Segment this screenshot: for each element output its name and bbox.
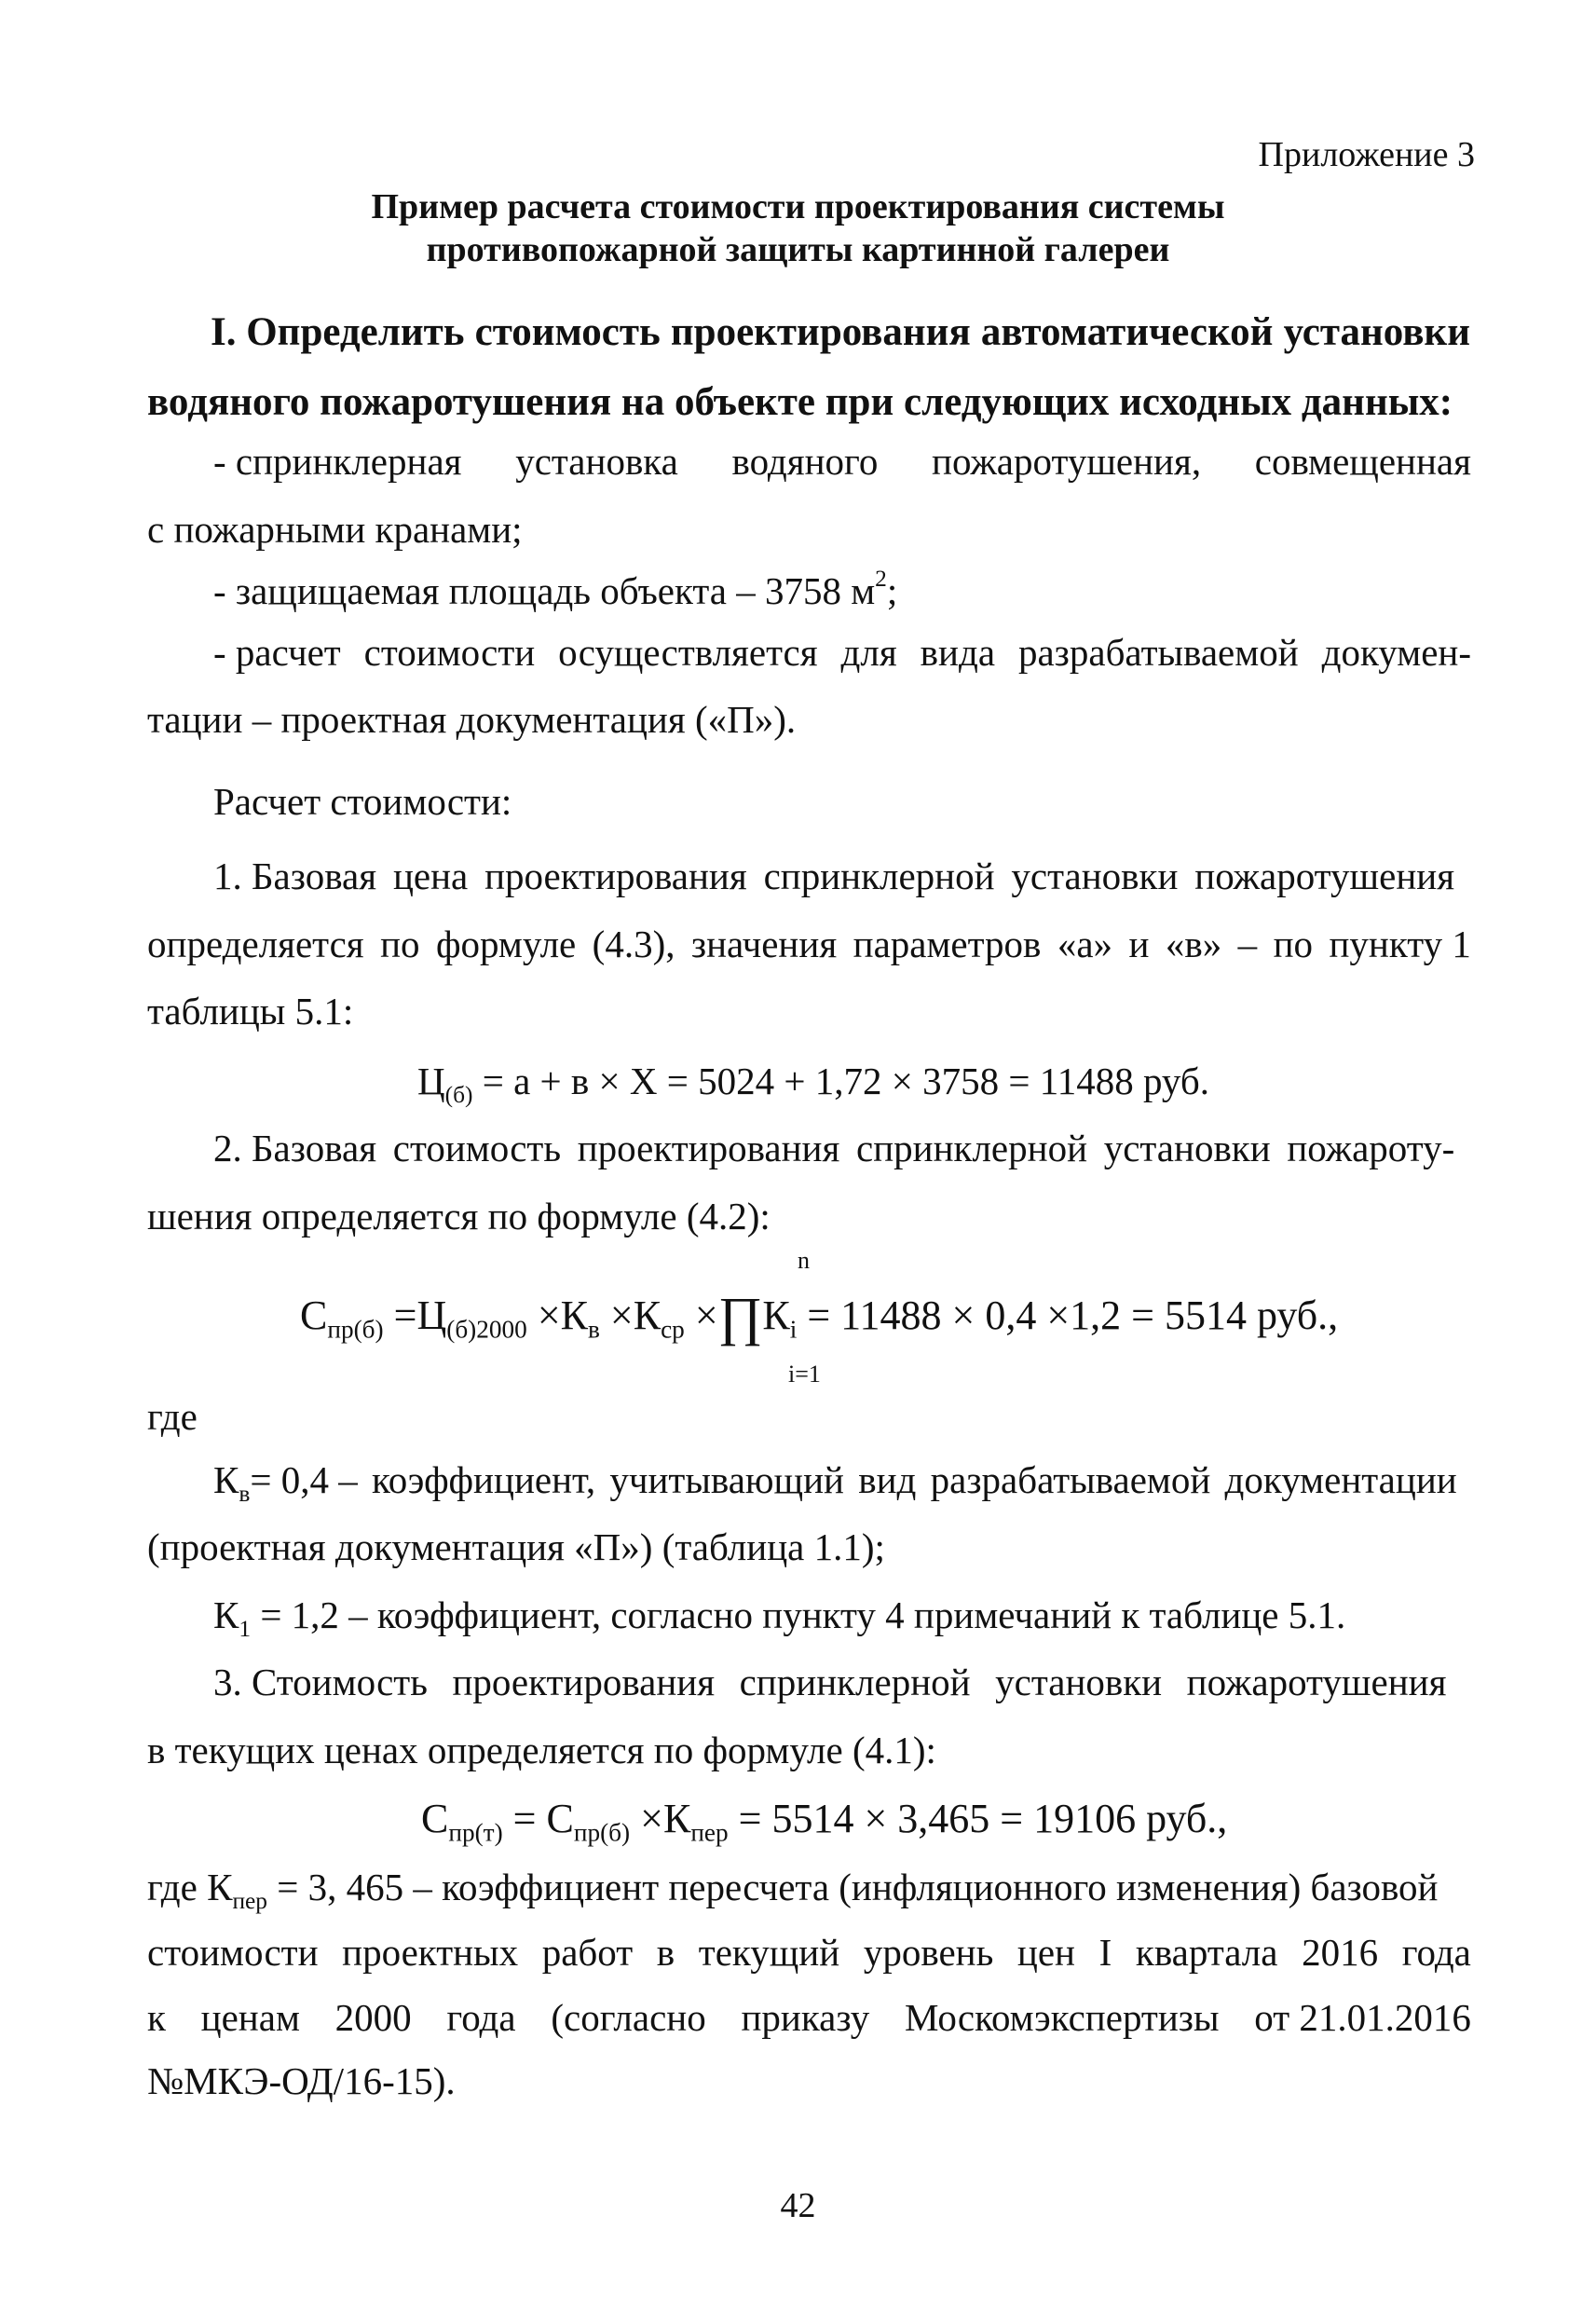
step-2-line2: шения определяется по формуле (4.2): xyxy=(147,1195,771,1238)
step-word: 3. Стоимость xyxy=(213,1661,428,1703)
step-word: 1. Базовая xyxy=(213,855,377,897)
formula-base-cost xyxy=(300,1284,1339,1347)
bullet-2 xyxy=(213,565,898,612)
formula-symbol: = xyxy=(393,1292,417,1338)
definition-word: года xyxy=(446,1996,516,2039)
formula-expression: = 11488 × 0,4 ×1,2 = 5514 руб., xyxy=(807,1292,1339,1338)
step-word: определяется xyxy=(147,923,364,965)
formula-symbol: К xyxy=(633,1292,662,1338)
step-word: стоимость xyxy=(392,1127,562,1169)
formula-symbol: Ц xyxy=(417,1060,445,1102)
step-word: спринклерной xyxy=(763,855,995,897)
definition-word: 2000 xyxy=(334,1996,412,2039)
bullet-word: совмещенная xyxy=(1254,440,1471,483)
step-word: пункту 1 xyxy=(1329,923,1471,965)
bullet-word: - расчет xyxy=(213,631,341,674)
step-word: пожаротушения xyxy=(1194,855,1455,897)
kv-definition-line1 xyxy=(213,1458,1471,1507)
bullet-2-text: - защищаемая площадь объекта – 3758 м xyxy=(213,569,876,612)
step-word: проектирования xyxy=(577,1127,840,1169)
definition-word: приказу xyxy=(741,1996,870,2039)
step-word: спринклерной xyxy=(739,1661,971,1703)
definition-word: (согласно xyxy=(551,1996,706,2039)
section-heading-line1 xyxy=(211,312,1470,352)
heading-word: стоимость xyxy=(474,310,661,354)
formula-symbol: × xyxy=(630,1796,663,1841)
bullet-word: пожаротушения, xyxy=(932,440,1202,483)
appendix-label: Приложение 3 xyxy=(1258,135,1475,174)
formula-symbol: К xyxy=(662,1796,691,1841)
heading-word: автоматической xyxy=(980,310,1274,354)
product-lower-limit: i=1 xyxy=(788,1361,821,1388)
bullet-word: вида xyxy=(920,631,996,674)
definition-word: работ xyxy=(541,1931,634,1974)
definition-word: года xyxy=(1401,1931,1471,1974)
subscript: (б) xyxy=(444,1081,473,1108)
kper-definition-line2 xyxy=(147,1931,1471,1974)
definition-word: цен xyxy=(1016,1931,1076,1974)
step-word: (4.3), xyxy=(592,923,675,965)
bullet-1-line2: с пожарными кранами; xyxy=(147,508,523,551)
subscript: пр(б) xyxy=(327,1315,384,1344)
subscript: пер xyxy=(232,1887,268,1914)
definition-word: 2016 xyxy=(1302,1931,1379,1974)
definition-word: в xyxy=(656,1931,675,1974)
heading-word: установки xyxy=(1283,310,1470,354)
definition-word: проектных xyxy=(342,1931,519,1974)
kv-symbol-group xyxy=(213,1458,358,1507)
step-word: проектирования xyxy=(452,1661,716,1703)
definition-word: разрабатываемой xyxy=(930,1458,1211,1501)
step-word: цена xyxy=(392,855,469,897)
subscript: пер xyxy=(690,1818,729,1847)
definition-word: коэффициент, xyxy=(371,1458,596,1501)
definition-word: к xyxy=(147,1996,166,2039)
formula-symbol: × xyxy=(537,1292,561,1338)
step-word: – xyxy=(1237,923,1258,965)
step-word: «а» xyxy=(1057,923,1113,965)
step-word: проектирования xyxy=(484,855,747,897)
definition-word: I xyxy=(1098,1931,1112,1974)
subscript: пр(б) xyxy=(573,1818,631,1847)
step-word: формуле xyxy=(435,923,577,965)
definition-word: стоимости xyxy=(147,1931,319,1974)
step-word: по xyxy=(1273,923,1314,965)
definition-word: = 0,4 – xyxy=(250,1458,358,1501)
calc-heading: Расчет стоимости: xyxy=(213,780,512,823)
definition-word: от 21.01.2016 xyxy=(1254,1996,1471,2039)
step-word: пожароту- xyxy=(1287,1127,1455,1169)
formula-symbol: С xyxy=(546,1796,574,1841)
page-number: 42 xyxy=(780,2186,816,2225)
definition-word: Москомэкспертизы xyxy=(904,1996,1220,2039)
definition-word: ценам xyxy=(200,1996,300,2039)
bullet-word: докумен- xyxy=(1321,631,1471,674)
formula-symbol: С xyxy=(421,1796,449,1841)
where-label: где xyxy=(147,1395,198,1438)
step-3-line1 xyxy=(213,1663,1471,1702)
step-1-line1 xyxy=(213,857,1471,896)
subscript: в xyxy=(588,1315,600,1344)
subscript: в xyxy=(239,1480,251,1507)
kper-definition-line3 xyxy=(147,1996,1471,2039)
bullet-word: для xyxy=(840,631,897,674)
superscript: 2 xyxy=(875,565,887,592)
step-1-line2 xyxy=(147,925,1471,964)
definition-word: учитывающий xyxy=(609,1458,844,1501)
definition-text: где К xyxy=(147,1866,233,1908)
step-2-line1 xyxy=(213,1129,1471,1168)
subscript: i xyxy=(789,1315,798,1344)
step-word: установки xyxy=(1011,855,1179,897)
definition-word: документации xyxy=(1224,1458,1457,1501)
bullet-word: - спринклерная xyxy=(213,440,462,483)
formula-expression: = 5514 × 3,465 = 19106 руб., xyxy=(728,1796,1228,1841)
bullet-word: разрабатываемой xyxy=(1017,631,1299,674)
formula-expression: = а + в × Х = 5024 + 1,72 × 3758 = 11488 руб. xyxy=(472,1060,1209,1102)
formula-symbol: Ц xyxy=(416,1292,447,1338)
step-3-line2: в текущих ценах определяется по формуле (4.1): xyxy=(147,1729,936,1771)
doc-title-line1: Пример расчета стоимости проектирования системы xyxy=(371,187,1225,226)
kper-definition-line1 xyxy=(147,1866,1439,1914)
bullet-word: водяного xyxy=(731,440,879,483)
k1-definition xyxy=(213,1593,1346,1642)
bullet-2-tail: ; xyxy=(886,569,898,612)
bullet-word: осуществляется xyxy=(558,631,818,674)
formula-symbol: К xyxy=(213,1593,239,1636)
heading-word: проектирования xyxy=(670,310,971,354)
product-upper-limit: n xyxy=(798,1247,810,1274)
bullet-3-line1 xyxy=(213,631,1471,674)
formula-symbol: С xyxy=(300,1292,328,1338)
definition-word: квартала xyxy=(1135,1931,1278,1974)
section-heading-line2: водяного пожаротушения на объекте при следующих исходных данных: xyxy=(147,380,1453,424)
kv-definition-line2: (проектная документация «П») (таблица 1.1); xyxy=(147,1525,885,1568)
step-word: спринклерной xyxy=(856,1127,1088,1169)
step-word: «в» xyxy=(1165,923,1222,965)
kper-definition-line4: №МКЭ-ОД/16-15). xyxy=(147,2059,456,2102)
bullet-word: стоимости xyxy=(363,631,536,674)
step-word: значения xyxy=(690,923,838,965)
doc-title-line2: противопожарной защиты картинной галереи xyxy=(426,230,1170,269)
formula-symbol: × xyxy=(694,1292,718,1338)
step-word: установки xyxy=(995,1661,1163,1703)
step-1-line3: таблицы 5.1: xyxy=(147,990,354,1032)
definition-text: = 1,2 – коэффициент, согласно пункту 4 примечаний к таблице 5.1. xyxy=(251,1593,1346,1636)
step-word: и xyxy=(1128,923,1150,965)
formula-symbol: = xyxy=(502,1796,547,1841)
definition-word: уровень xyxy=(863,1931,994,1974)
formula-symbol: К xyxy=(213,1458,239,1501)
definition-word: вид xyxy=(858,1458,917,1501)
bullet-word: установка xyxy=(515,440,678,483)
subscript: ср xyxy=(661,1315,685,1344)
formula-symbol: К xyxy=(560,1292,588,1338)
formula-symbol: К xyxy=(762,1292,790,1338)
bullet-3-line2: тации – проектная документация («П»). xyxy=(147,698,797,741)
heading-word: I. Определить xyxy=(211,310,465,354)
step-word: пожаротушения xyxy=(1186,1661,1447,1703)
formula-base-price xyxy=(417,1060,1209,1108)
formula-current-cost xyxy=(421,1796,1228,1847)
subscript: (б)2000 xyxy=(446,1315,527,1344)
step-word: параметров xyxy=(853,923,1042,965)
step-word: по xyxy=(380,923,420,965)
step-word: установки xyxy=(1103,1127,1271,1169)
definition-word: текущий xyxy=(698,1931,840,1974)
subscript: 1 xyxy=(239,1615,252,1642)
definition-text: = 3, 465 – коэффициент пересчета (инфляционного изменения) базовой xyxy=(267,1866,1439,1908)
subscript: пр(т) xyxy=(448,1818,503,1847)
product-symbol: ∏ xyxy=(717,1286,763,1347)
formula-symbol: × xyxy=(609,1292,634,1338)
step-word: 2. Базовая xyxy=(213,1127,377,1169)
bullet-1-line1 xyxy=(213,440,1471,483)
